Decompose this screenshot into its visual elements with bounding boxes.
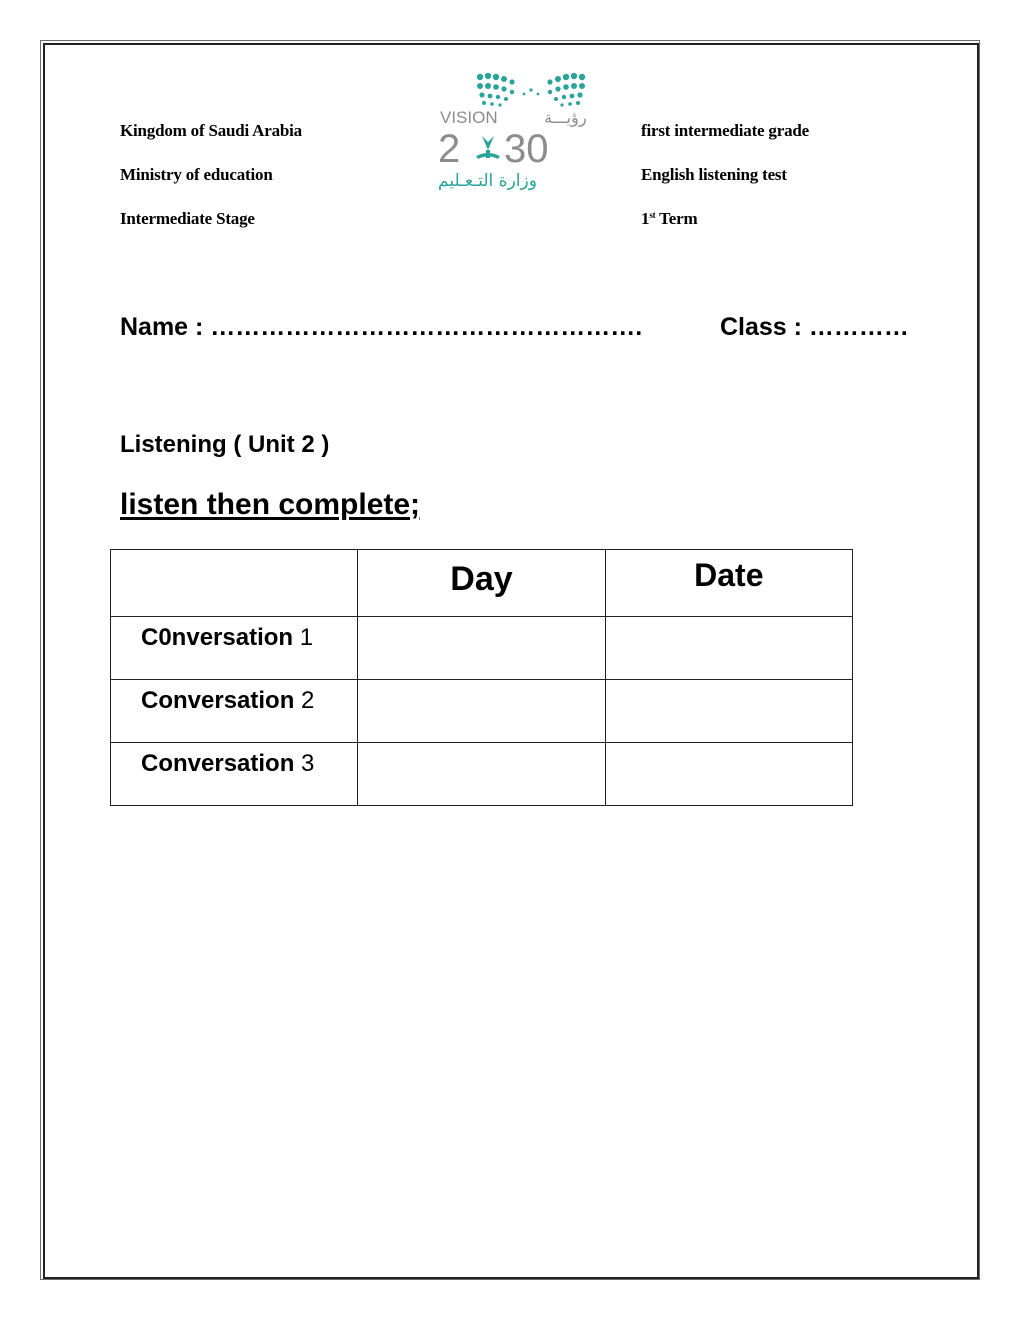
header-country: Kingdom of Saudi Arabia xyxy=(120,121,302,140)
logo-ministry-arabic: وزارة التـعـليم xyxy=(438,171,537,191)
logo-year-left: 2 xyxy=(438,127,461,171)
header-test-type: English listening test xyxy=(641,165,787,184)
header-stage: Intermediate Stage xyxy=(120,209,255,228)
answer-cell-date[interactable] xyxy=(605,617,852,680)
answer-cell-date[interactable] xyxy=(605,680,852,743)
row-label: Conversation 3 xyxy=(111,743,358,806)
section-title: Listening ( Unit 2 ) xyxy=(120,431,330,458)
logo-year-right: 30 xyxy=(504,127,549,171)
row-label: Conversation 2 xyxy=(111,680,358,743)
logo-dots xyxy=(477,73,585,107)
answer-cell-date[interactable] xyxy=(605,743,852,806)
logo-emblem-icon xyxy=(476,136,500,159)
answer-cell-day[interactable] xyxy=(358,617,605,680)
answer-cell-day[interactable] xyxy=(358,743,605,806)
term-label: Term xyxy=(659,209,698,228)
table-row xyxy=(111,617,853,680)
vision-2030-logo xyxy=(432,66,592,191)
header-grade: first intermediate grade xyxy=(641,121,809,140)
logo-vision-arabic: رؤيـــة xyxy=(544,108,587,127)
term-suffix: st xyxy=(649,210,656,220)
instruction: listen then complete; xyxy=(120,488,421,521)
table-row xyxy=(111,680,853,743)
header-ministry: Ministry of education xyxy=(120,165,273,184)
table-header-row xyxy=(111,550,853,617)
header-term xyxy=(641,209,697,229)
student-class-field: Class : ………… xyxy=(720,313,909,341)
logo-vision-text: VISION xyxy=(440,108,498,127)
answer-table xyxy=(110,549,853,806)
row-label: C0nversation 1 xyxy=(111,617,358,680)
header-date: Date xyxy=(605,550,852,617)
term-number: 1 xyxy=(641,209,650,228)
table-row xyxy=(111,743,853,806)
student-name-field: Name : ……………………………………………. xyxy=(120,313,643,341)
answer-cell-day[interactable] xyxy=(358,680,605,743)
header-empty-cell xyxy=(111,550,358,617)
header-day: Day xyxy=(358,550,605,617)
